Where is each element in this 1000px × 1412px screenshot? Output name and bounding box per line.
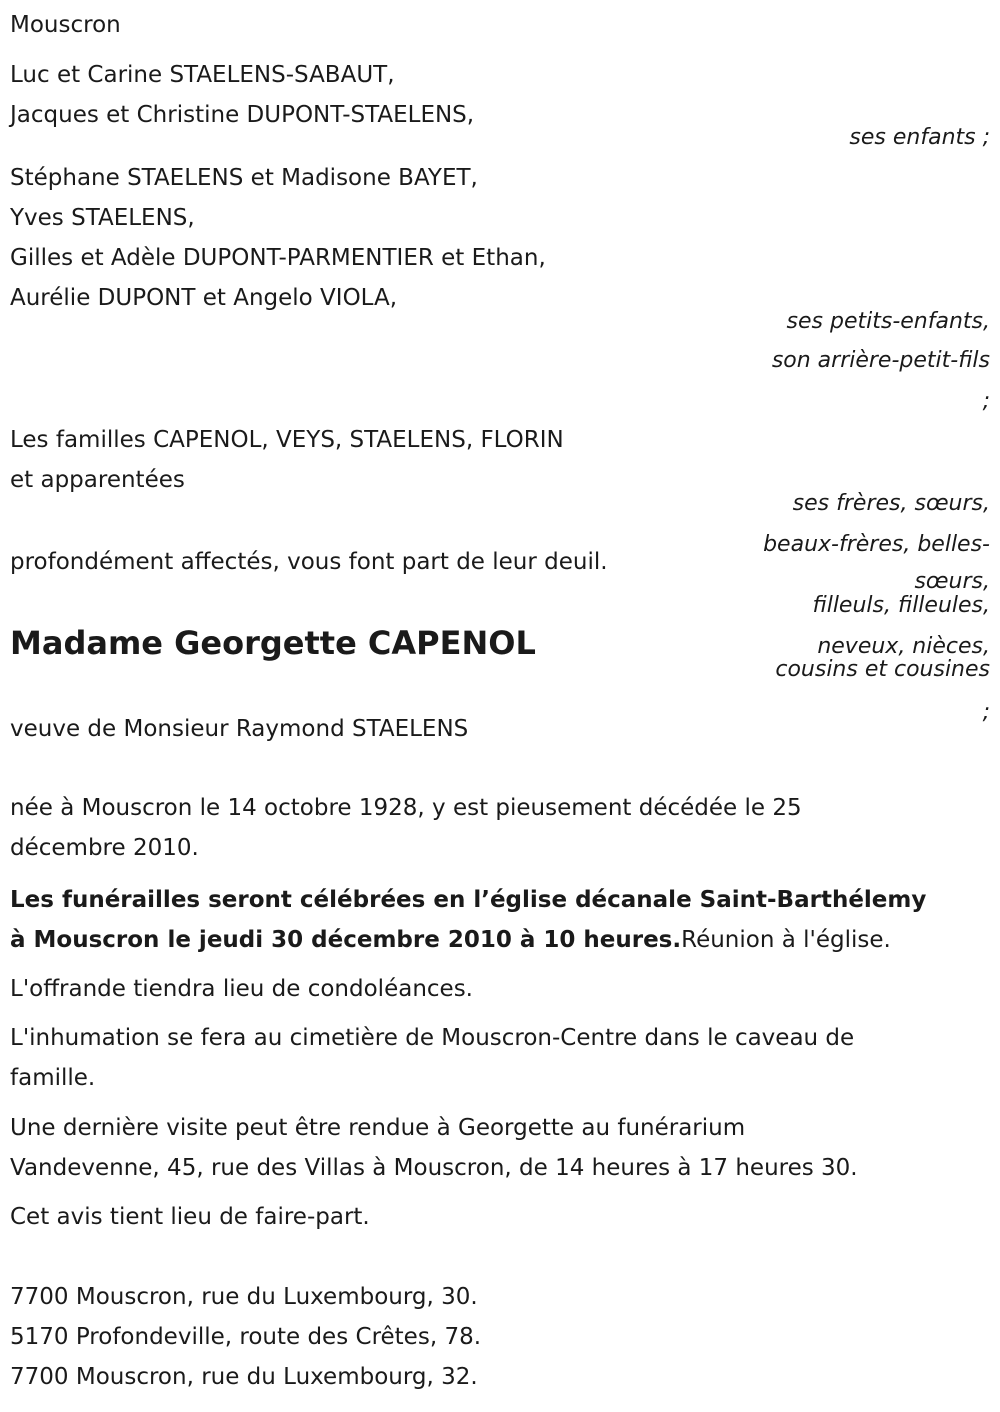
- funeral-info: Les funérailles seront célébrées en l’église décanale Saint-Barthélemy: [10, 887, 927, 913]
- notice: Cet avis tient lieu de faire-part.: [10, 1204, 370, 1230]
- widow-of: veuve de Monsieur Raymond STAELENS: [10, 716, 469, 742]
- visit: Vandevenne, 45, rue des Villas à Mouscron, de 14 heures à 17 heures 30.: [10, 1155, 858, 1181]
- families-role: beaux-frères, belles-: [763, 532, 990, 557]
- offering: L'offrande tiendra lieu de condoléances.: [10, 976, 473, 1002]
- families-role: sœurs,: [914, 569, 990, 594]
- grandchildren-role: ses petits-enfants,: [786, 309, 990, 334]
- families-line: et apparentées: [10, 467, 185, 493]
- funeral-info: à Mouscron le jeudi 30 décembre 2010 à 10 heures.: [10, 927, 682, 953]
- families-role: filleuls, filleules,: [812, 593, 990, 618]
- grandchild-line: Gilles et Adèle DUPONT-PARMENTIER et Ethan,: [10, 245, 546, 271]
- grandchildren-role: son arrière-petit-fils: [771, 348, 990, 373]
- grandchild-line: Aurélie DUPONT et Angelo VIOLA,: [10, 285, 398, 311]
- deceased-name: Madame Georgette CAPENOL: [10, 624, 536, 662]
- birth-death: décembre 2010.: [10, 835, 199, 861]
- burial: L'inhumation se fera au cimetière de Mouscron-Centre dans le caveau de: [10, 1025, 855, 1051]
- address: 5170 Profondeville, route des Crêtes, 78.: [10, 1324, 482, 1350]
- birth-death: née à Mouscron le 14 octobre 1928, y est pieusement décédée le 25: [10, 795, 802, 821]
- grandchild-line: Stéphane STAELENS et Madisone BAYET,: [10, 165, 478, 191]
- families-role: ses frères, sœurs,: [792, 491, 990, 516]
- announcement: profondément affectés, vous font part de leur deuil.: [10, 549, 608, 575]
- grandchild-line: Yves STAELENS,: [10, 205, 195, 231]
- child-line: Luc et Carine STAELENS-SABAUT,: [10, 62, 395, 88]
- families-line: Les familles CAPENOL, VEYS, STAELENS, FLORIN: [10, 427, 564, 453]
- address: 7700 Mouscron, rue du Luxembourg, 32.: [10, 1364, 478, 1390]
- children-role: ses enfants ;: [849, 125, 990, 150]
- families-role: ;: [982, 700, 990, 725]
- visit: Une dernière visite peut être rendue à Georgette au funérarium: [10, 1115, 746, 1141]
- child-line: Jacques et Christine DUPONT-STAELENS,: [10, 102, 475, 128]
- address: 7700 Mouscron, rue du Luxembourg, 30.: [10, 1284, 478, 1310]
- funeral-meeting: Réunion à l'église.: [681, 927, 891, 953]
- families-role: neveux, nièces,: [817, 634, 990, 659]
- city: Mouscron: [10, 12, 121, 38]
- families-role: cousins et cousines: [775, 657, 990, 682]
- burial: famille.: [10, 1065, 96, 1091]
- grandchildren-role: ;: [982, 389, 990, 414]
